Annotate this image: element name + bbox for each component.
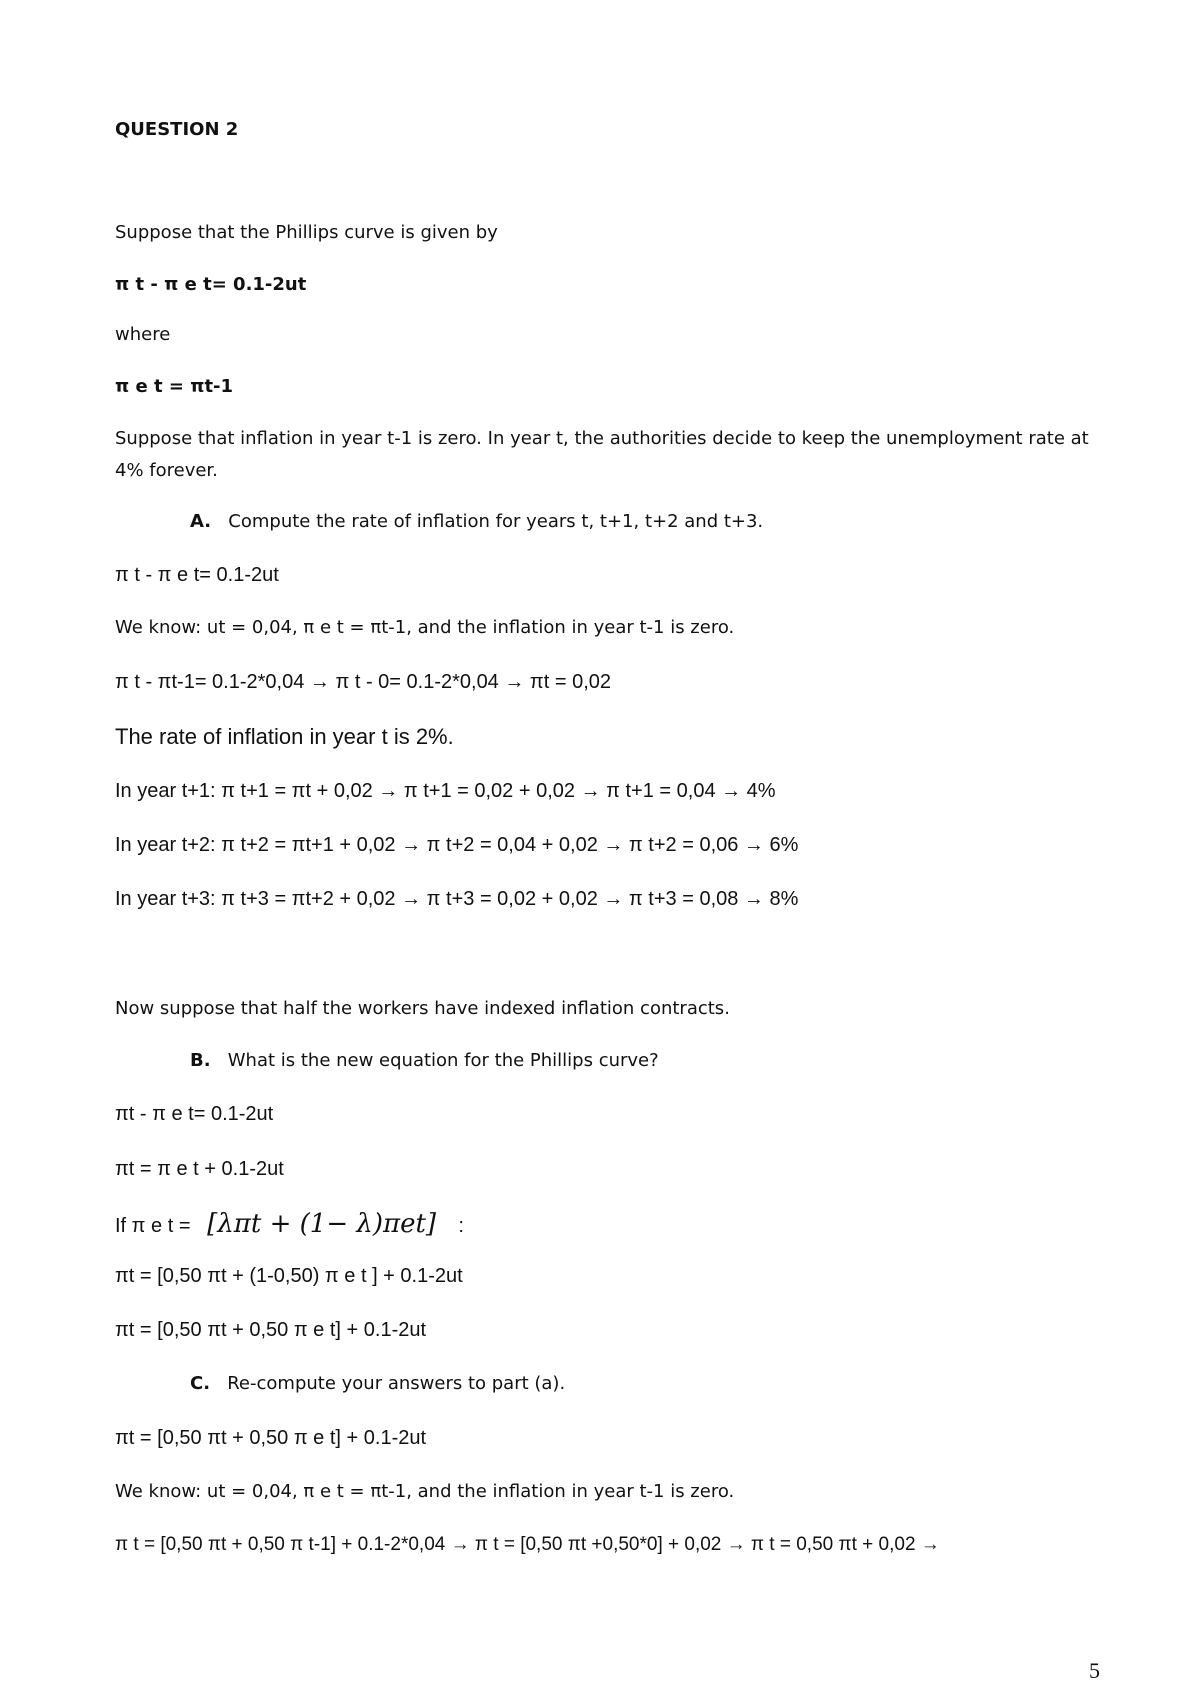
part-c-calculation: π t = [0,50 πt + 0,50 π t-1] + 0.1-2*0,04 → π t = [0,50 πt +0,50*0] + 0,02 → π t = 0,50 πt + 0,02 →: [115, 1534, 940, 1555]
part-a-calculation: π t - πt-1= 0.1-2*0,04 → π t - 0= 0.1-2*0,04 → πt = 0,02: [115, 671, 611, 693]
part-a-label: A.: [190, 511, 212, 532]
part-a-year-t2: In year t+2: π t+2 = πt+1 + 0,02 → π t+2 = 0,04 + 0,02 → π t+2 = 0,06 → 6%: [115, 834, 799, 856]
question-heading: QUESTION 2: [115, 119, 239, 140]
phillips-equation: π t - π e t= 0.1-2ut: [115, 274, 307, 295]
where-label: where: [115, 324, 171, 345]
part-b-if-line: [115, 1211, 464, 1237]
part-b-equation-2: πt = π e t + 0.1-2ut: [115, 1158, 284, 1180]
expectation-equation: π e t = πt-1: [115, 376, 234, 397]
part-b-equation-3: πt = [0,50 πt + (1-0,50) π e t ] + 0.1-2ut: [115, 1265, 463, 1287]
part-b-equation-1: πt - π e t= 0.1-2ut: [115, 1103, 274, 1125]
part-b-question-text: What is the new equation for the Phillips curve?: [227, 1050, 659, 1071]
part-a-known: We know: ut = 0,04, π e t = πt-1, and the inflation in year t-1 is zero.: [115, 617, 735, 638]
part-b-colon: :: [458, 1215, 464, 1237]
part-a-question: [190, 513, 763, 531]
part-b-question: [190, 1052, 659, 1070]
part-c-known: We know: ut = 0,04, π e t = πt-1, and the inflation in year t-1 is zero.: [115, 1481, 735, 1502]
part-c-question: [190, 1375, 565, 1393]
part-a-question-text: Compute the rate of inflation for years t, t+1, t+2 and t+3.: [228, 511, 764, 532]
page-number: 5: [1089, 1658, 1100, 1683]
part-a-result: The rate of inflation in year t is 2%.: [115, 724, 454, 749]
part-c-equation: πt = [0,50 πt + 0,50 π e t] + 0.1-2ut: [115, 1427, 427, 1449]
part-c-label: C.: [190, 1373, 211, 1394]
part-a-equation: π t - π e t= 0.1-2ut: [115, 564, 279, 586]
part-b-equation-4: πt = [0,50 πt + 0,50 π e t] + 0.1-2ut: [115, 1319, 427, 1341]
part-b-label: B.: [190, 1050, 211, 1071]
part-a-year-t1: In year t+1: π t+1 = πt + 0,02 → π t+1 = 0,02 + 0,02 → π t+1 = 0,04 → 4%: [115, 780, 776, 802]
scenario-line-2: 4% forever.: [115, 460, 218, 481]
part-c-question-text: Re-compute your answers to part (a).: [227, 1373, 566, 1394]
indexed-contracts-intro: Now suppose that half the workers have indexed inflation contracts.: [115, 998, 730, 1019]
intro-text: Suppose that the Phillips curve is given by: [115, 222, 498, 243]
weighted-expectation-formula: [λπt + (1− λ)πet]: [207, 1209, 437, 1239]
scenario-line-1: Suppose that inflation in year t-1 is zero. In year t, the authorities decide to keep the unemployment rate at: [115, 428, 1089, 449]
part-a-year-t3: In year t+3: π t+3 = πt+2 + 0,02 → π t+3 = 0,02 + 0,02 → π t+3 = 0,08 → 8%: [115, 888, 799, 910]
part-b-if-prefix: If π e t =: [115, 1215, 191, 1237]
